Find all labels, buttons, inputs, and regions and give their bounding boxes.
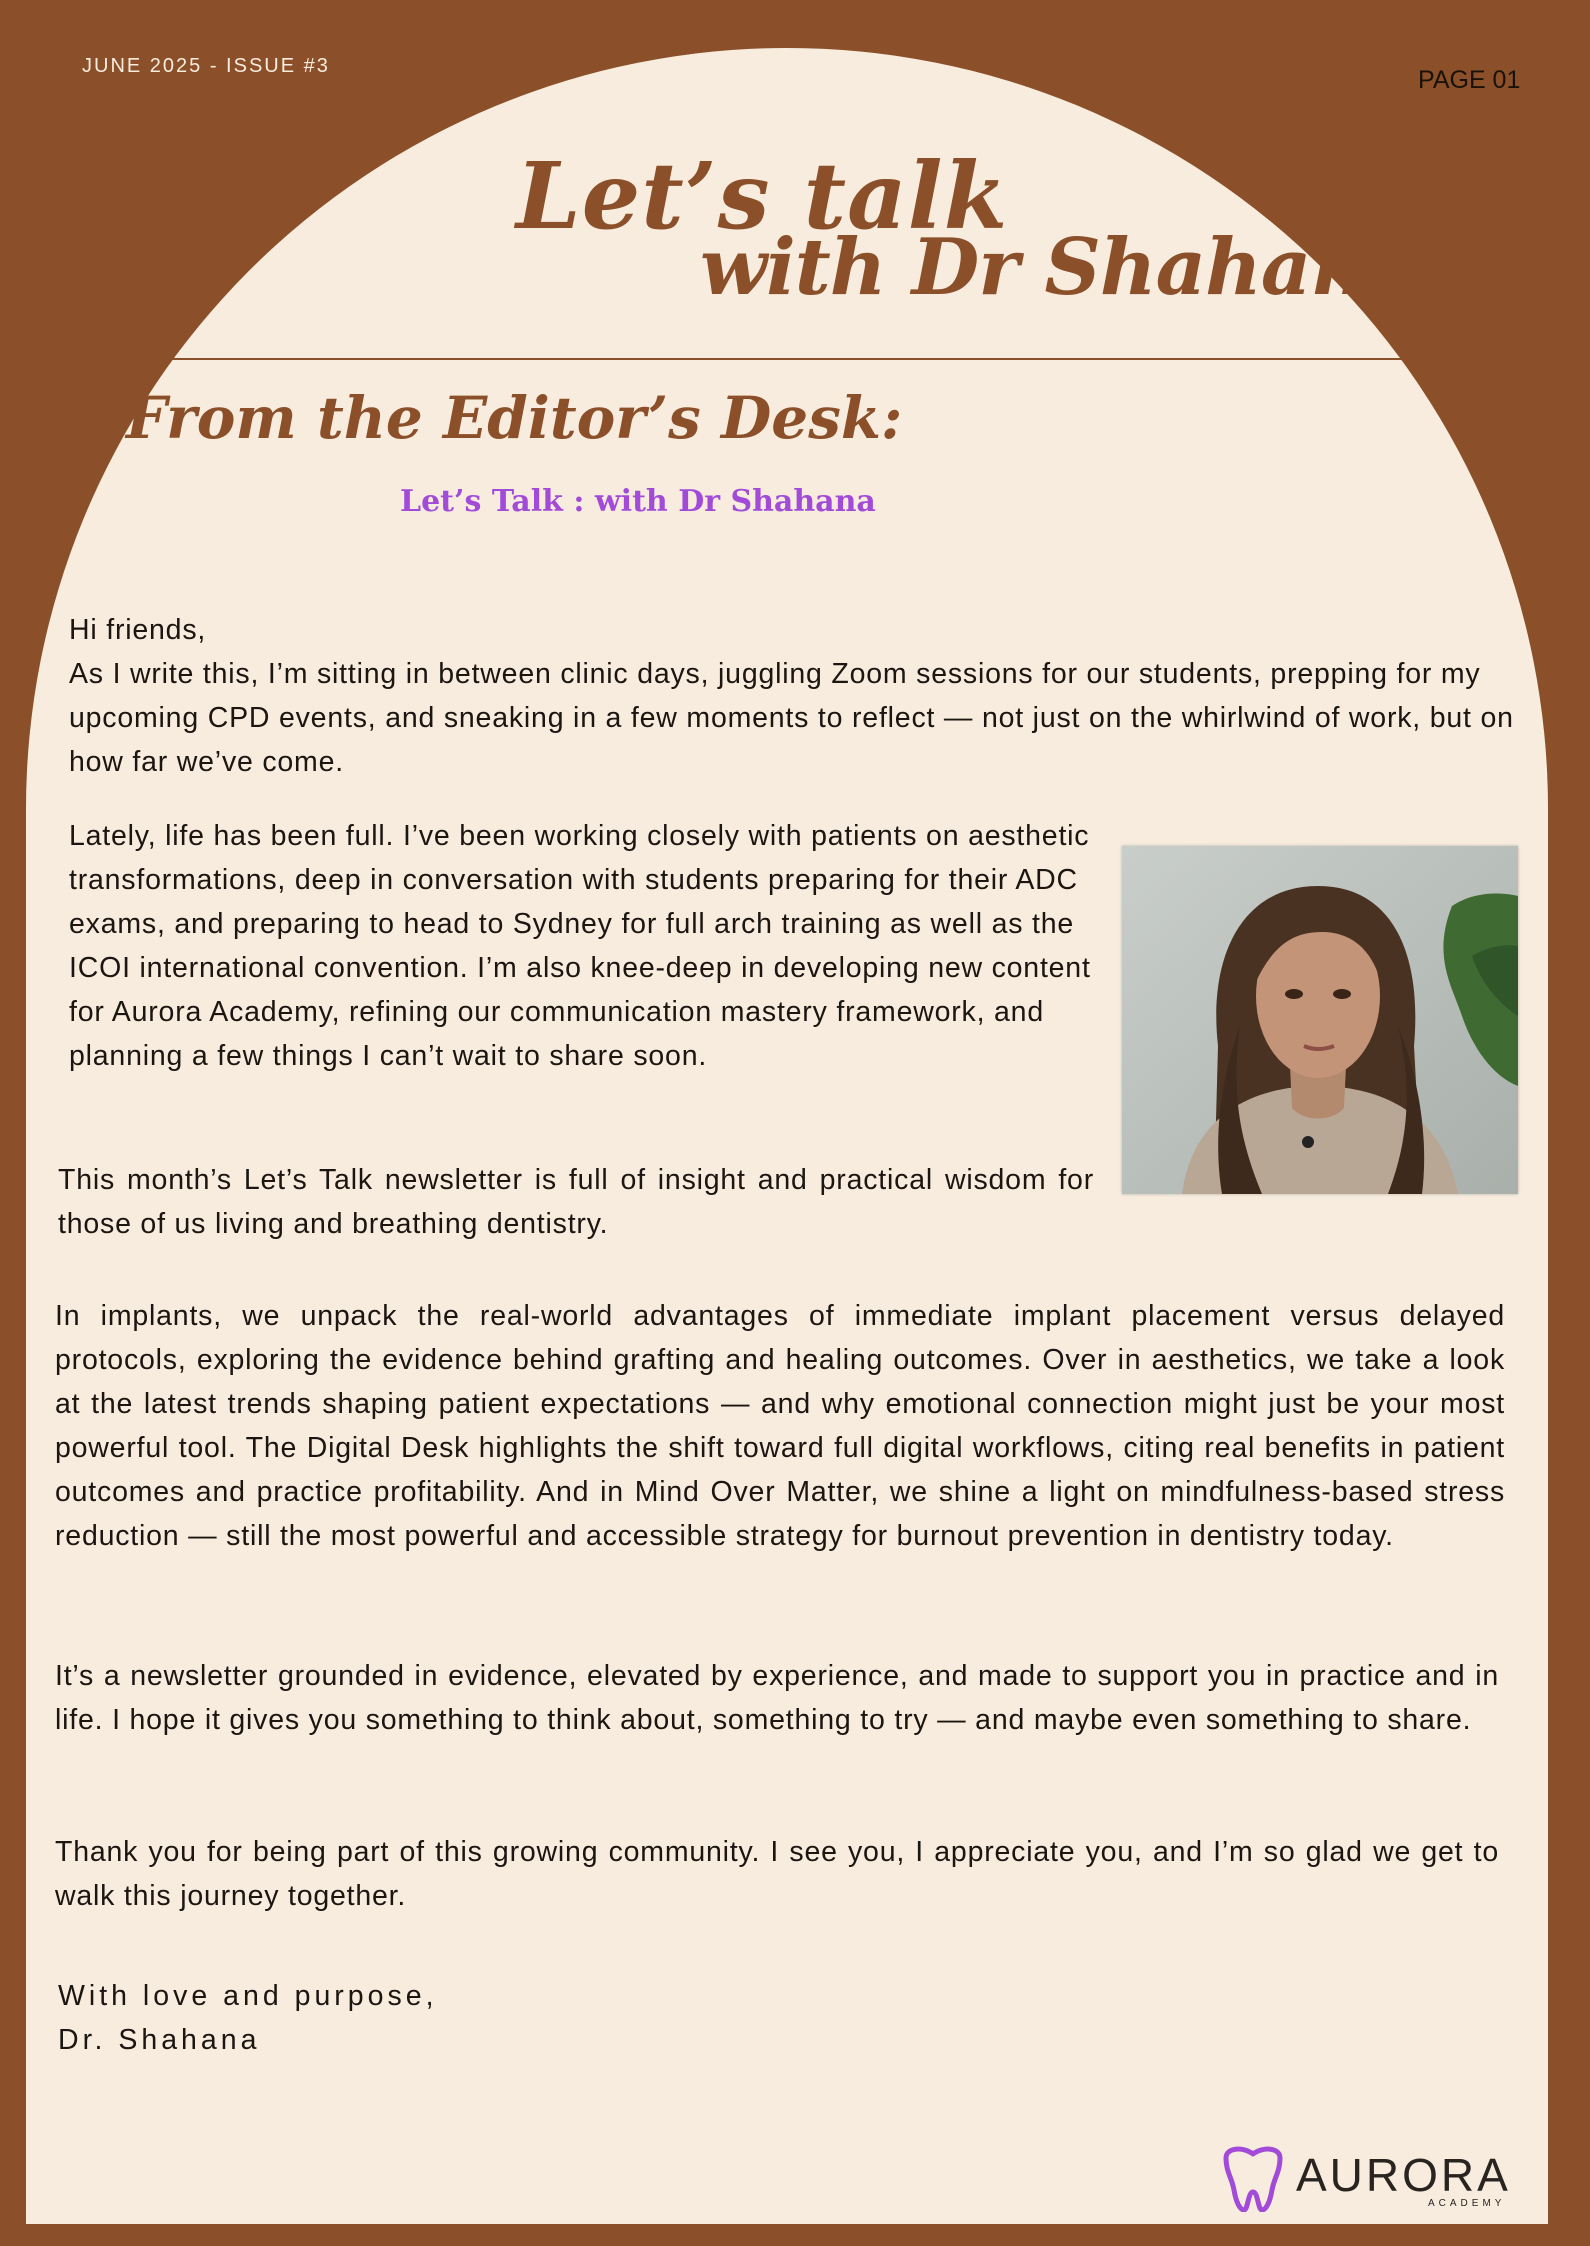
letter-paragraph-3: This month’s Let’s Talk newsletter is full of insight and practical wisdom for those of us living and breathing dentistry. xyxy=(58,1164,1094,1240)
letter-greeting: Hi friends, xyxy=(69,614,207,646)
tooth-icon xyxy=(1218,2146,1288,2212)
letter-opening xyxy=(69,608,1519,784)
page-number: PAGE 01 xyxy=(1418,66,1521,94)
letter-paragraph-6: Thank you for being part of this growing community. I see you, I appreciate you, and I’m so glad we get to walk this journey together. xyxy=(55,1836,1499,1912)
letter-paragraph-5: It’s a newsletter grounded in evidence, elevated by experience, and made to support you in practice and in life. I hope it gives you something to think about, something to try — and maybe even something to share. xyxy=(55,1660,1499,1736)
signature-name: Dr. Shahana xyxy=(58,2024,261,2056)
logo-wordmark: AURORA xyxy=(1296,2149,1511,2201)
signoff-line: With love and purpose, xyxy=(58,1980,438,2012)
issue-label: JUNE 2025 - ISSUE #3 xyxy=(82,55,330,77)
letter-paragraph-2: Lately, life has been full. I’ve been working closely with patients on aesthetic transformations, deep in conversation with students preparing for their ADC exams, and preparing to head to Sydney for full arch training as well as the ICOI international convention. I’m also knee-deep in developing new content for Aurora Academy, refining our communication mastery framework, and planning a few things I can’t wait to share soon. xyxy=(69,820,1091,1072)
letter-paragraph-1: As I write this, I’m sitting in between clinic days, juggling Zoom sessions for our students, prepping for my upcoming CPD events, and sneaking in a few moments to reflect — not just on the whirlwind of work, but on how far we’ve come. xyxy=(69,658,1514,778)
portrait-image xyxy=(1122,846,1518,1194)
section-subheading: Let’s Talk : with Dr Shahana xyxy=(400,484,876,519)
title-divider xyxy=(166,358,1414,360)
masthead-title-line1: Let’s talk xyxy=(516,142,1009,250)
aurora-logo xyxy=(1218,2146,1528,2212)
masthead-title-line2: with Dr Shahana xyxy=(700,222,1416,313)
author-photo xyxy=(1122,846,1518,1194)
section-heading: From the Editor’s Desk: xyxy=(126,384,903,452)
logo-subtext: ACADEMY xyxy=(1428,2198,1506,2209)
signature-block xyxy=(58,1974,658,2062)
letter-paragraph-4: In implants, we unpack the real-world advantages of immediate implant placement versus delayed protocols, exploring the evidence behind grafting and healing outcomes. Over in aesthetics, we take a look at the latest trends shaping patient expectations — and why emotional connection might just be your most powerful tool. The Digital Desk highlights the shift toward full digital workflows, citing real benefits in patient outcomes and practice profitability. And in Mind Over Matter, we shine a light on mindfulness-based stress reduction — still the most powerful and accessible strategy for burnout prevention in dentistry today. xyxy=(55,1300,1505,1552)
